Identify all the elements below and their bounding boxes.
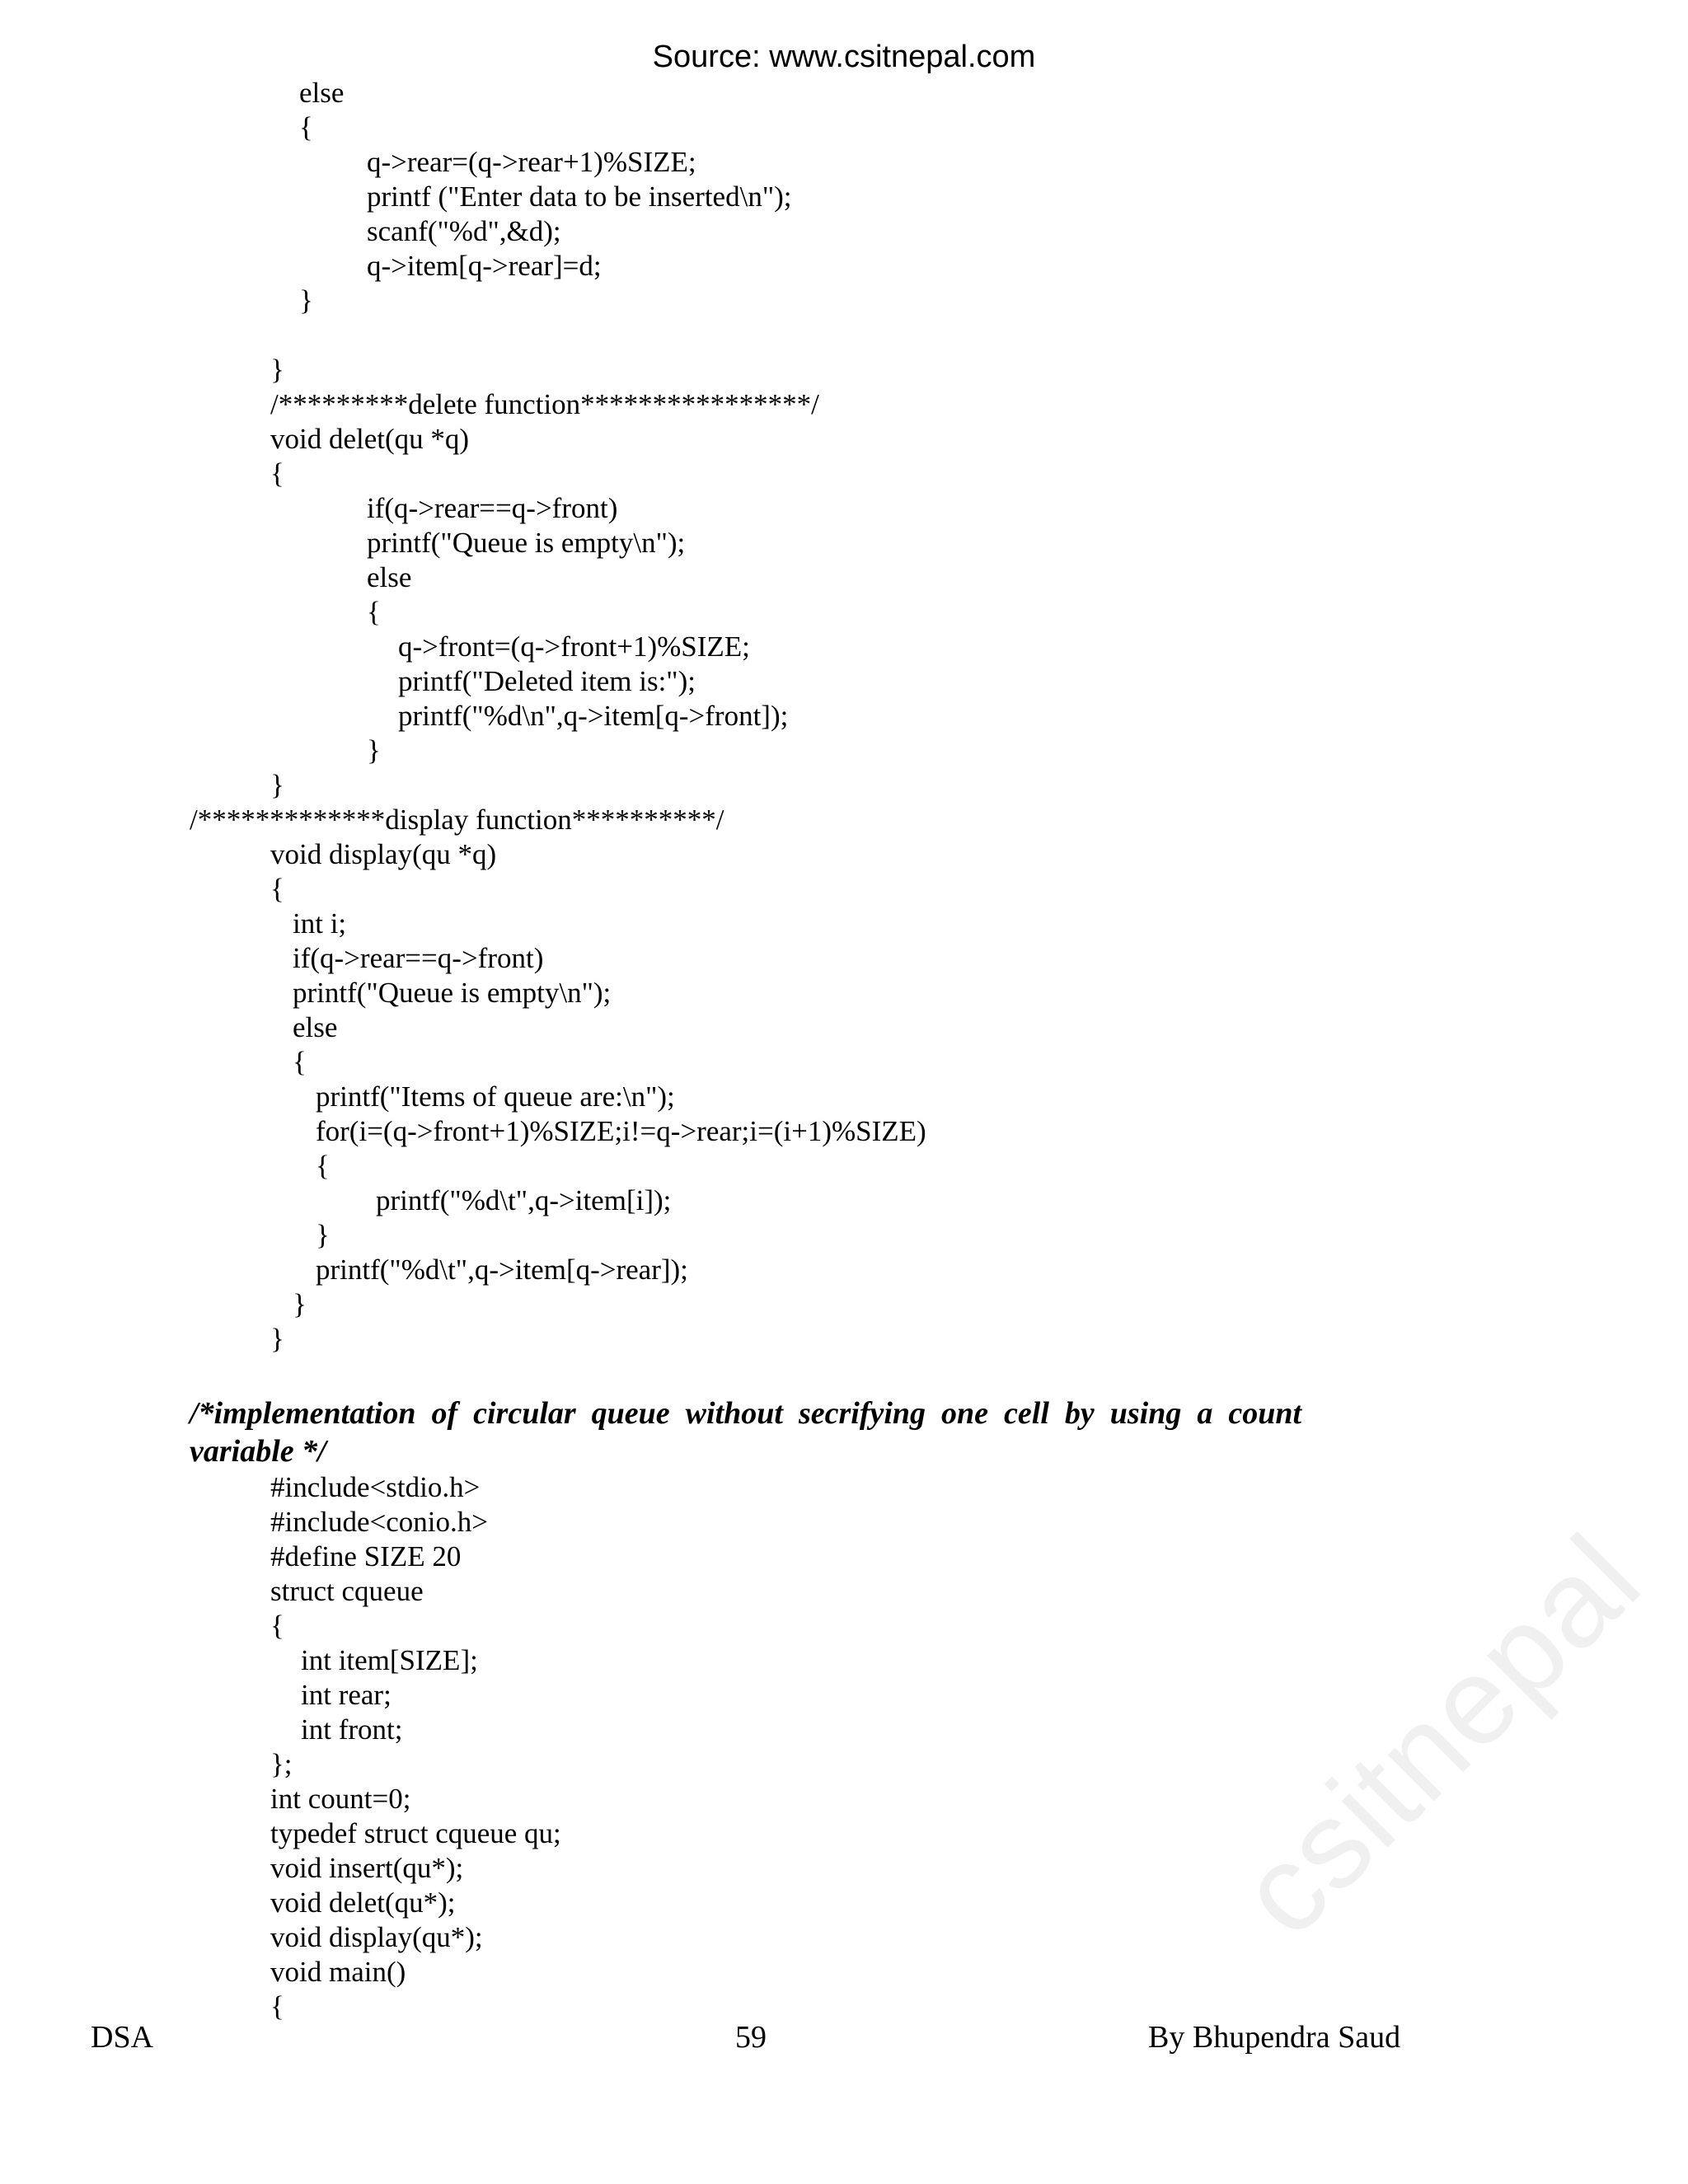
footer-author: By Bhupendra Saud	[1148, 2020, 1401, 2055]
code-line: for(i=(q->front+1)%SIZE;i!=q->rear;i=(i+1)%SIZE)	[316, 1115, 926, 1147]
code-line: void insert(qu*);	[270, 1852, 464, 1884]
code-line: }	[293, 1288, 307, 1320]
code-line: printf("Queue is empty\n");	[367, 527, 686, 559]
code-comment: /*************display function**********/	[190, 804, 724, 836]
page-number: 59	[735, 2020, 767, 2055]
code-line: else	[367, 561, 412, 593]
code-line: #include<stdio.h>	[270, 1471, 481, 1503]
watermark: csitnepal	[1212, 1508, 1667, 1962]
code-line: printf("%d\n",q->item[q->front]);	[398, 700, 789, 732]
code-line: {	[367, 596, 381, 628]
code-line: }	[367, 734, 381, 766]
code-line: }	[270, 769, 284, 801]
code-line: void display(qu*);	[270, 1921, 483, 1953]
code-line: int i;	[293, 907, 347, 940]
code-line: int front;	[301, 1713, 403, 1746]
code-line: q->rear=(q->rear+1)%SIZE;	[367, 146, 696, 178]
code-line: {	[270, 457, 284, 490]
code-line: {	[293, 1046, 307, 1078]
code-line: int count=0;	[270, 1783, 411, 1815]
code-line: #include<conio.h>	[270, 1506, 489, 1538]
code-line: }	[270, 354, 284, 386]
code-line: {	[270, 1610, 284, 1642]
code-line: if(q->rear==q->front)	[293, 942, 544, 974]
code-line: #define SIZE 20	[270, 1540, 462, 1572]
code-line: }	[270, 1323, 284, 1355]
code-line: if(q->rear==q->front)	[367, 492, 618, 524]
code-line: printf("Queue is empty\n");	[293, 977, 612, 1009]
code-line: {	[270, 873, 284, 905]
code-line: else	[293, 1011, 338, 1043]
section-heading: /*implementation of circular queue without secrifying one cell by using a count	[190, 1396, 1302, 1431]
code-line: {	[270, 1990, 284, 2022]
source-header: Source: www.csitnepal.com	[652, 40, 1036, 74]
code-line: {	[316, 1150, 330, 1182]
code-line: }	[299, 284, 313, 316]
code-line: typedef struct cqueue qu;	[270, 1817, 561, 1849]
code-line: };	[270, 1748, 293, 1780]
code-line: void delet(qu *q)	[270, 423, 470, 455]
code-line: void main()	[270, 1956, 406, 1988]
code-line: printf("Deleted item is:");	[398, 665, 696, 697]
code-line: printf("%d\t",q->item[q->rear]);	[316, 1254, 688, 1286]
code-line: else	[299, 77, 345, 109]
code-line: void display(qu *q)	[270, 838, 497, 870]
code-line: printf("%d\t",q->item[i]);	[376, 1184, 672, 1216]
code-line: scanf("%d",&d);	[367, 215, 561, 247]
code-comment: /*********delete function****************/	[270, 388, 819, 420]
code-line: void delet(qu*);	[270, 1886, 456, 1919]
code-line: printf ("Enter data to be inserted\n");	[367, 180, 792, 213]
code-line: printf("Items of queue are:\n");	[316, 1080, 675, 1113]
code-line: int item[SIZE];	[301, 1644, 478, 1676]
code-line: int rear;	[301, 1679, 392, 1711]
code-line: struct cqueue	[270, 1575, 424, 1607]
code-line: }	[316, 1219, 330, 1251]
code-line: {	[299, 111, 313, 143]
code-line: q->item[q->rear]=d;	[367, 250, 602, 282]
footer-left: DSA	[91, 2020, 154, 2055]
section-heading: variable */	[190, 1434, 326, 1469]
code-line: q->front=(q->front+1)%SIZE;	[398, 630, 750, 663]
